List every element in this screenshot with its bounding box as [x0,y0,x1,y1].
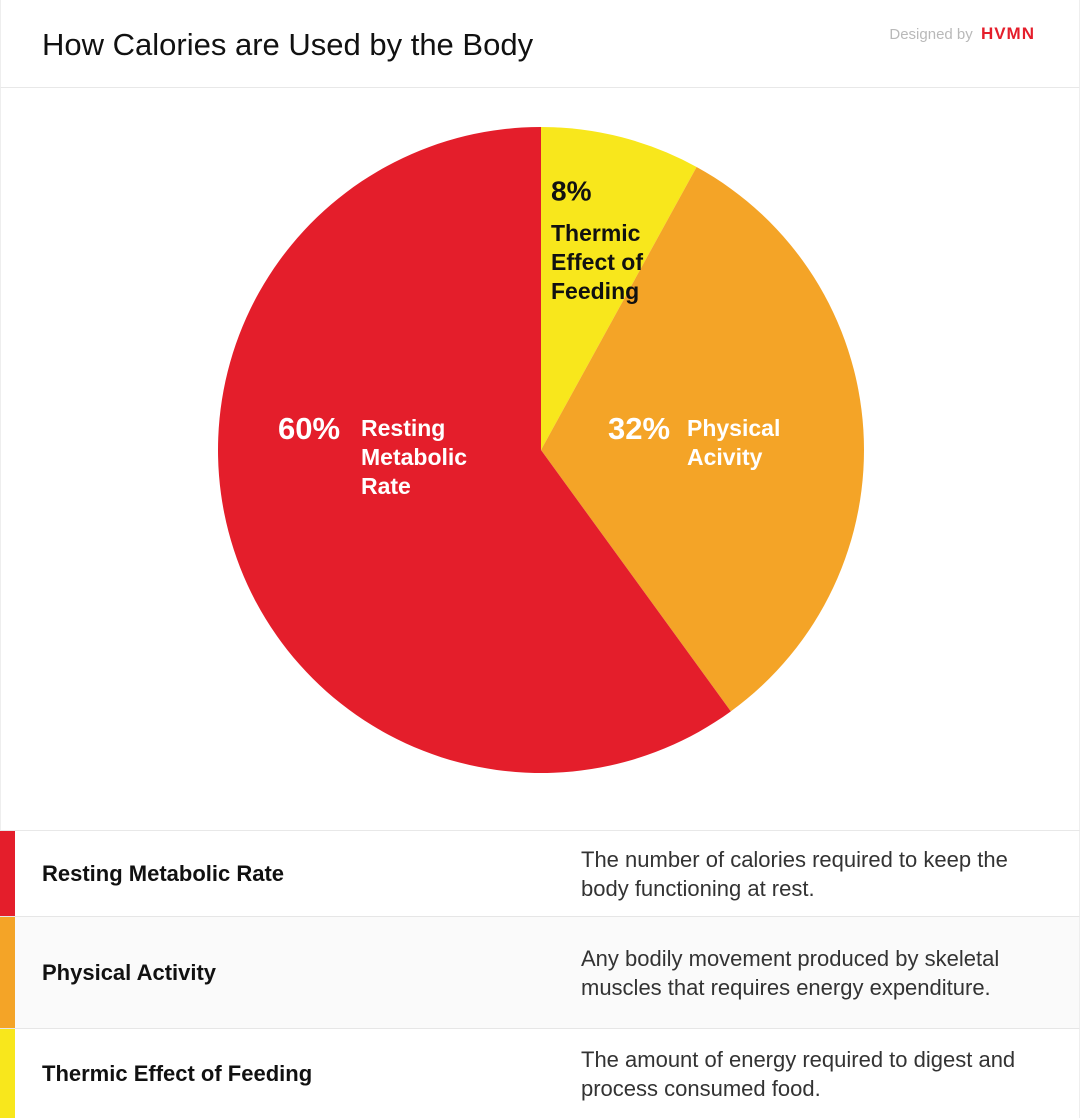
row-color-swatch [0,917,15,1028]
row-name: Thermic Effect of Feeding [42,1060,313,1086]
pie-chart [1,88,1080,830]
table-row [0,917,1080,1029]
row-name: Physical Activity [42,959,217,985]
header [0,0,1080,88]
slice-value-label: 8% [551,175,592,207]
slice-category-label: Rate [361,473,411,500]
table-row [0,1029,1080,1118]
row-description: The number of calories required to keep the body functioning at rest. [581,846,1008,901]
row-description: Any bodily movement produced by skeletal muscles that requires energy expenditure. [581,945,1000,1000]
slice-category-label: Resting [361,415,446,442]
brand-logo: HVMN [980,24,1035,43]
slice-category-label: Effect of [551,249,643,276]
table-row [0,831,1080,917]
slice-category-label: Physical [687,415,781,442]
credit-prefix: Designed by [889,26,973,43]
slice-category-label: Feeding [551,278,640,305]
chart-area [0,88,1080,830]
slice-value-label: 32% [608,411,671,447]
row-color-swatch [0,1029,15,1118]
slice-category-label: Metabolic [361,444,468,471]
row-name: Resting Metabolic Rate [42,860,285,886]
chart-title: How Calories are Used by the Body [42,27,534,62]
credit [889,24,1035,44]
slice-value-label: 60% [278,411,341,447]
slice-category-label: Acivity [687,444,763,471]
row-color-swatch [0,831,15,916]
row-description: The amount of energy required to digest and process consumed food. [581,1046,1016,1101]
slice-category-label: Thermic [551,220,641,247]
legend-table [0,830,1080,1118]
